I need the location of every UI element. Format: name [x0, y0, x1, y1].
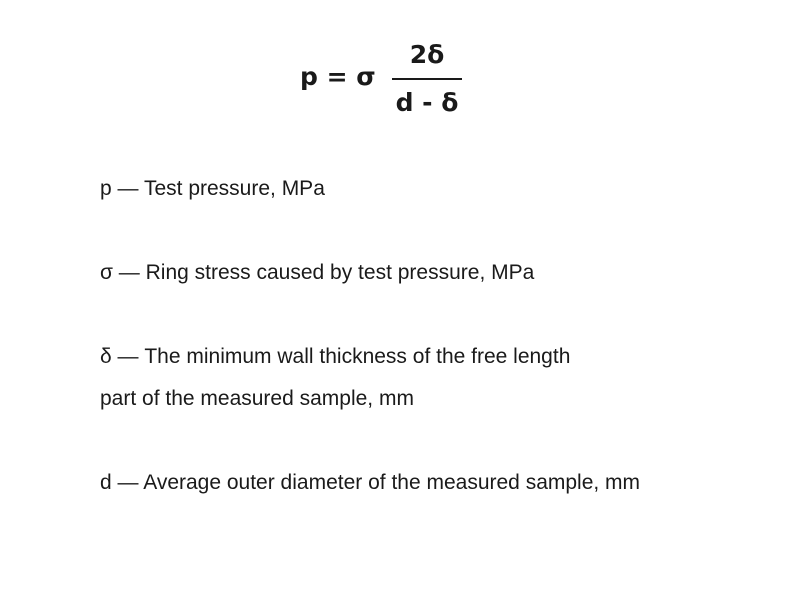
formula-numerator: 2δ	[409, 40, 445, 69]
definition-sigma: σ — Ring stress caused by test pressure, MPa	[100, 261, 535, 284]
definition-p: p — Test pressure, MPa	[100, 177, 325, 200]
definition-delta-line-1: δ — The minimum wall thickness of the free length	[100, 345, 571, 368]
pressure-formula	[0, 0, 800, 140]
fraction-bar	[392, 78, 462, 80]
formula-denominator: d - δ	[395, 88, 459, 117]
formula-left-side: p = σ	[300, 62, 376, 91]
definition-delta-line-2: part of the measured sample, mm	[100, 387, 414, 410]
definition-d: d — Average outer diameter of the measured sample, mm	[100, 471, 641, 494]
